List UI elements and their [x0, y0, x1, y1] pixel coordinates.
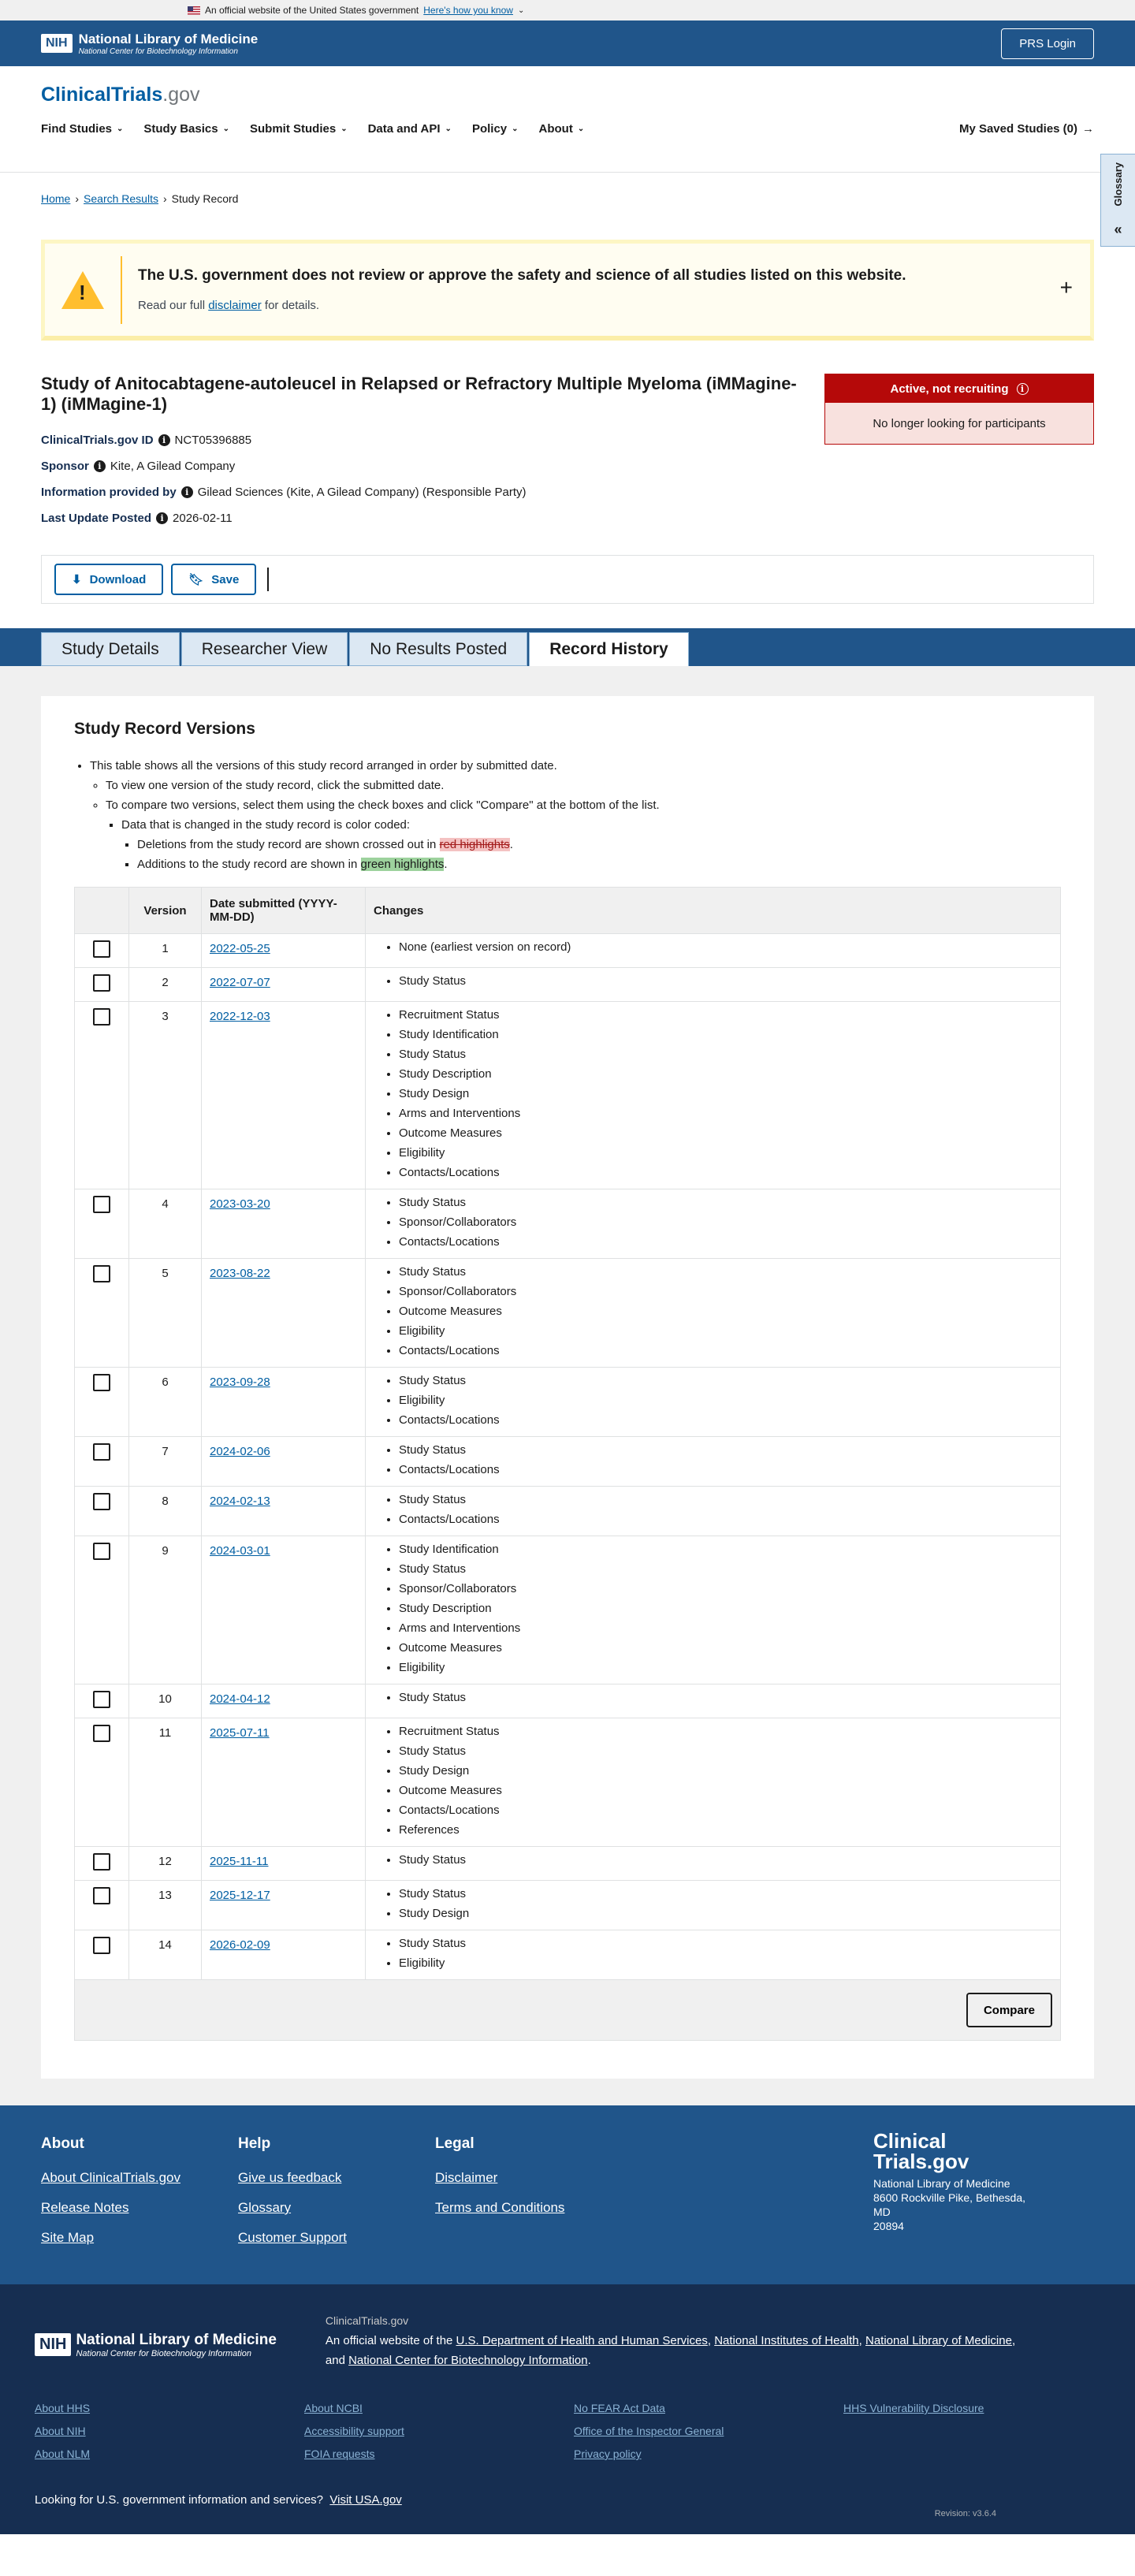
- version-number: 13: [129, 1881, 202, 1930]
- nlm-footer-link[interactable]: Privacy policy: [574, 2448, 642, 2460]
- change-item: • Study Status: [399, 1934, 1052, 1953]
- footer-link[interactable]: Terms and Conditions: [435, 2200, 565, 2215]
- nlm-logo-name: National Library of Medicine: [76, 2331, 277, 2348]
- tab[interactable]: Study Details: [41, 632, 180, 666]
- change-item: • Recruitment Status: [399, 1722, 1052, 1741]
- info-provided-value: Gilead Sciences (Kite, A Gilead Company) (Responsible Party): [197, 486, 527, 499]
- change-item: • Study Status: [399, 1193, 1052, 1212]
- version-date-link[interactable]: 2024-03-01: [210, 1544, 270, 1558]
- version-checkbox[interactable]: [93, 1265, 110, 1282]
- nav-item[interactable]: Study Basics ⌄: [143, 122, 229, 136]
- disclaimer-alert: [41, 240, 1094, 341]
- version-number: 1: [129, 934, 202, 968]
- version-checkbox[interactable]: [93, 1691, 110, 1708]
- version-number: 2: [129, 968, 202, 1002]
- study-header: [0, 341, 1135, 525]
- table-row: [75, 1259, 1061, 1368]
- chevron-down-icon: ⌄: [117, 125, 124, 133]
- table-row: [75, 1847, 1061, 1881]
- hhs-link[interactable]: U.S. Department of Health and Human Services: [456, 2334, 708, 2347]
- expand-plus-icon[interactable]: +: [1059, 275, 1073, 300]
- site-footer: [0, 2105, 1135, 2284]
- version-number: 6: [129, 1368, 202, 1437]
- change-item: • Study Status: [399, 1741, 1052, 1761]
- breadcrumb: [0, 173, 1135, 205]
- change-item: • Study Description: [399, 1064, 1052, 1084]
- version-date-link[interactable]: 2025-12-17: [210, 1889, 270, 1902]
- change-item: • Study Design: [399, 1904, 1052, 1923]
- revision: Revision: v3.6.4: [934, 2509, 996, 2518]
- table-row: [75, 934, 1061, 968]
- main-nav: [41, 122, 1094, 136]
- status-badge: [824, 374, 1094, 445]
- intro-line: ▪ Data that is changed in the study record is color coded:: [121, 815, 1061, 835]
- version-checkbox[interactable]: [93, 1443, 110, 1461]
- chevron-down-icon: ⌄: [512, 125, 519, 133]
- tab[interactable]: Record History: [529, 632, 689, 666]
- tab[interactable]: Researcher View: [181, 632, 348, 666]
- footer-logo-2: Trials.gov: [873, 2150, 969, 2173]
- sponsor-label: Sponsor: [41, 460, 89, 473]
- change-item: • Contacts/Locations: [399, 1509, 1052, 1529]
- double-chevron-left-icon: «: [1114, 221, 1122, 237]
- saved-studies-link[interactable]: My Saved Studies (0) →: [958, 122, 1094, 136]
- table-row: [75, 968, 1061, 1002]
- change-item: • Study Status: [399, 1044, 1052, 1064]
- version-checkbox[interactable]: [93, 1937, 110, 1954]
- nlm-footer-link[interactable]: About NCBI: [304, 2402, 363, 2414]
- usa-gov-link[interactable]: Visit USA.gov: [329, 2493, 402, 2507]
- gov-banner-link[interactable]: Here's how you know: [423, 5, 513, 16]
- nav-item[interactable]: Policy ⌄: [471, 122, 519, 136]
- table-row: [75, 1189, 1061, 1259]
- tab[interactable]: No Results Posted: [349, 632, 527, 666]
- gov-banner-text: An official website of the United States government: [205, 5, 419, 16]
- version-number: 4: [129, 1189, 202, 1259]
- info-icon[interactable]: i: [94, 460, 106, 472]
- change-item: • Study Description: [399, 1599, 1052, 1618]
- version-date-link[interactable]: 2025-11-11: [210, 1855, 269, 1868]
- change-item: • Study Status: [399, 1850, 1052, 1870]
- change-item: • Eligibility: [399, 1321, 1052, 1341]
- prs-login-button[interactable]: PRS Login: [1001, 28, 1094, 59]
- info-icon[interactable]: i: [156, 512, 168, 524]
- nlm-footer: [0, 2284, 1135, 2534]
- nav-item[interactable]: Submit Studies ⌄: [250, 122, 348, 136]
- version-checkbox[interactable]: [93, 1008, 110, 1026]
- footer-link[interactable]: Release Notes: [41, 2200, 129, 2215]
- version-date-link[interactable]: 2022-12-03: [210, 1010, 270, 1023]
- version-date-link[interactable]: 2024-02-06: [210, 1445, 270, 1458]
- change-item: • Study Status: [399, 1688, 1052, 1707]
- toolbar-divider: [267, 568, 269, 591]
- version-date-link[interactable]: 2022-07-07: [210, 976, 270, 989]
- col-version: Version: [129, 888, 202, 934]
- breadcrumb-home[interactable]: Home: [41, 192, 71, 205]
- disclaimer-link[interactable]: disclaimer: [208, 299, 262, 312]
- nlm-footer-link[interactable]: About NLM: [35, 2448, 91, 2460]
- site-logo[interactable]: ClinicalTrials.gov: [41, 84, 200, 106]
- nlm-footer-link[interactable]: HHS Vulnerability Disclosure: [843, 2402, 984, 2414]
- intro-line: ◦ To view one version of the study record, click the submitted date.: [106, 776, 1061, 795]
- table-row: [75, 1930, 1061, 1980]
- table-row: [75, 1684, 1061, 1718]
- col-select: [75, 888, 129, 934]
- footer-logo-1: Clinical: [873, 2129, 947, 2153]
- glossary-label: Glossary: [1112, 162, 1124, 207]
- change-item: • Contacts/Locations: [399, 1410, 1052, 1430]
- save-button[interactable]: 🔖︎ Save: [171, 564, 256, 595]
- footer-address: [873, 2131, 1039, 2233]
- usa-gov-line: Looking for U.S. government information and services? Visit USA.gov: [35, 2493, 402, 2507]
- change-item: • Study Design: [399, 1084, 1052, 1104]
- intro-deletions: ▪ Deletions from the study record are shown crossed out in red highlights.: [137, 835, 1061, 854]
- change-item: • Eligibility: [399, 1658, 1052, 1677]
- footer-legal: Legal Disclaimer Terms and Conditions: [435, 2135, 632, 2284]
- version-checkbox[interactable]: [93, 1196, 110, 1213]
- version-checkbox[interactable]: [93, 1725, 110, 1742]
- table-row: [75, 1437, 1061, 1487]
- alert-text: Read our full disclaimer for details.: [138, 299, 320, 312]
- bookmark-icon: 🔖︎: [188, 573, 204, 586]
- id-label: ClinicalTrials.gov ID: [41, 434, 154, 447]
- change-item: • Eligibility: [399, 1143, 1052, 1163]
- change-item: • Study Identification: [399, 1539, 1052, 1559]
- nlm-logo-sub: National Center for Biotechnology Information: [76, 2348, 252, 2358]
- table-row: [75, 1718, 1061, 1847]
- col-date: Date submitted (YYYY-MM-DD): [202, 888, 366, 934]
- versions-card: [41, 696, 1094, 2079]
- chevron-down-icon: ⌄: [222, 125, 229, 133]
- version-number: 3: [129, 1002, 202, 1189]
- chevron-down-icon: ⌄: [577, 125, 585, 133]
- version-date-link[interactable]: 2024-02-13: [210, 1495, 270, 1508]
- change-item: • Contacts/Locations: [399, 1232, 1052, 1252]
- change-item: • Sponsor/Collaborators: [399, 1212, 1052, 1232]
- change-item: • Contacts/Locations: [399, 1341, 1052, 1361]
- change-item: • Outcome Measures: [399, 1301, 1052, 1321]
- versions-heading: Study Record Versions: [74, 720, 255, 738]
- version-date-link[interactable]: 2024-04-12: [210, 1692, 270, 1706]
- nlm-footer-link[interactable]: Office of the Inspector General: [574, 2425, 724, 2437]
- change-item: • Outcome Measures: [399, 1123, 1052, 1143]
- version-date-link[interactable]: 2022-05-25: [210, 942, 270, 955]
- change-item: • Outcome Measures: [399, 1638, 1052, 1658]
- version-checkbox[interactable]: [93, 940, 110, 958]
- study-id: NCT05396885: [174, 434, 252, 447]
- arrow-right-icon: →: [1082, 122, 1094, 136]
- ncbi-link[interactable]: National Center for Biotechnology Information: [348, 2354, 588, 2367]
- version-checkbox[interactable]: [93, 1493, 110, 1510]
- chevron-down-icon: ⌄: [340, 125, 348, 133]
- info-icon[interactable]: i: [158, 434, 170, 446]
- nlm-link[interactable]: National Library of Medicine: [865, 2334, 1012, 2347]
- footer-about: About About ClinicalTrials.gov Release Notes Site Map: [41, 2135, 238, 2284]
- address-line: 20894: [873, 2220, 904, 2232]
- chevron-right-icon: ›: [75, 192, 80, 205]
- download-button[interactable]: ⬇ Download: [54, 564, 163, 595]
- version-date-link[interactable]: 2023-03-20: [210, 1197, 270, 1211]
- table-row: [75, 1002, 1061, 1189]
- nlm-footer-link[interactable]: Accessibility support: [304, 2425, 404, 2437]
- official-statement: An official website of the U.S. Department of Health and Human Services, National Institutes of Health, National Library of Medicine, and National Center for Biotechnology Information.: [325, 2334, 1016, 2367]
- change-item: • Study Status: [399, 1884, 1052, 1904]
- change-item: • Study Design: [399, 1761, 1052, 1781]
- change-item: • Eligibility: [399, 1953, 1052, 1973]
- change-item: • None (earliest version on record): [399, 937, 1052, 957]
- breadcrumb-search[interactable]: Search Results: [84, 192, 158, 205]
- change-item: • Sponsor/Collaborators: [399, 1579, 1052, 1599]
- download-icon: ⬇: [72, 573, 82, 586]
- status-subtext: No longer looking for participants: [825, 403, 1093, 444]
- table-row: [75, 1368, 1061, 1437]
- version-number: 9: [129, 1536, 202, 1684]
- last-update-value: 2026-02-11: [173, 512, 233, 525]
- change-item: • Arms and Interventions: [399, 1104, 1052, 1123]
- change-item: • Study Identification: [399, 1025, 1052, 1044]
- footer-help: Help Give us feedback Glossary Customer Support: [238, 2135, 435, 2284]
- last-update-label: Last Update Posted: [41, 512, 152, 525]
- change-item: • Arms and Interventions: [399, 1618, 1052, 1638]
- info-icon[interactable]: i: [181, 486, 193, 498]
- version-checkbox[interactable]: [93, 1853, 110, 1871]
- breadcrumb-current: Study Record: [171, 192, 239, 205]
- change-item: • Study Status: [399, 1490, 1052, 1509]
- version-date-link[interactable]: 2026-02-09: [210, 1938, 270, 1952]
- alert-title: The U.S. government does not review or approve the safety and science of all studies listed on this website.: [138, 267, 906, 284]
- main-content: [0, 666, 1135, 2105]
- table-row: [75, 1536, 1061, 1684]
- study-title: Study of Anitocabtagene-autoleucel in Relapsed or Refractory Multiple Myeloma (iMMagine-1) (iMMagine-1): [41, 374, 797, 414]
- nih-logo-box: NIH: [41, 34, 73, 53]
- footer-link[interactable]: Disclaimer: [435, 2170, 498, 2185]
- change-item: • Sponsor/Collaborators: [399, 1282, 1052, 1301]
- red-highlight-sample: red highlights: [439, 838, 510, 851]
- glossary-tab[interactable]: [1100, 154, 1135, 247]
- version-number: 5: [129, 1259, 202, 1368]
- info-icon[interactable]: i: [1017, 383, 1029, 395]
- versions-table: [74, 887, 1061, 2041]
- change-item: • Eligibility: [399, 1390, 1052, 1410]
- footer-link[interactable]: Customer Support: [238, 2230, 347, 2245]
- intro-line: • This table shows all the versions of this study record arranged in order by submitted date.: [90, 756, 1061, 776]
- chevron-down-icon: ⌄: [517, 6, 525, 15]
- version-checkbox[interactable]: [93, 1374, 110, 1391]
- nih-link[interactable]: National Institutes of Health: [714, 2334, 859, 2347]
- nih-logo[interactable]: [41, 32, 258, 56]
- change-item: • Study Status: [399, 1559, 1052, 1579]
- footer-link[interactable]: Glossary: [238, 2200, 292, 2215]
- change-item: • Contacts/Locations: [399, 1800, 1052, 1820]
- version-checkbox[interactable]: [93, 974, 110, 992]
- footer-link[interactable]: Site Map: [41, 2230, 95, 2245]
- footer-link[interactable]: About ClinicalTrials.gov: [41, 2170, 180, 2185]
- version-number: 12: [129, 1847, 202, 1881]
- version-number: 14: [129, 1930, 202, 1980]
- nav-item[interactable]: About ⌄: [538, 122, 585, 136]
- versions-intro: [74, 756, 1061, 874]
- table-row: [75, 1487, 1061, 1536]
- change-item: • References: [399, 1820, 1052, 1840]
- version-number: 10: [129, 1684, 202, 1718]
- nav-item[interactable]: Find Studies ⌄: [41, 122, 124, 136]
- study-toolbar: [41, 555, 1094, 604]
- chevron-down-icon: ⌄: [445, 125, 452, 133]
- info-provided-label: Information provided by: [41, 486, 177, 499]
- change-item: • Study Status: [399, 1440, 1052, 1460]
- sponsor-value: Kite, A Gilead Company: [110, 460, 236, 473]
- version-checkbox[interactable]: [93, 1887, 110, 1904]
- nlm-links: [35, 2402, 1100, 2460]
- change-item: • Outcome Measures: [399, 1781, 1052, 1800]
- site-header: [0, 66, 1135, 173]
- nav-item[interactable]: Data and API ⌄: [367, 122, 452, 136]
- footer-link[interactable]: Give us feedback: [238, 2170, 342, 2185]
- address-line: 8600 Rockville Pike, Bethesda, MD: [873, 2191, 1025, 2218]
- address-line: National Library of Medicine: [873, 2177, 1010, 2190]
- us-flag-icon: [188, 6, 200, 15]
- nih-logo-name: National Library of Medicine: [78, 31, 259, 47]
- green-highlight-sample: green highlights: [360, 858, 445, 871]
- version-date-link[interactable]: 2023-08-22: [210, 1267, 270, 1280]
- nlm-footer-link[interactable]: FOIA requests: [304, 2448, 375, 2460]
- table-row: [75, 1881, 1061, 1930]
- version-date-link[interactable]: 2023-09-28: [210, 1375, 270, 1389]
- warning-icon: !: [61, 271, 104, 309]
- version-number: 11: [129, 1718, 202, 1847]
- nlm-footer-link[interactable]: About HHS: [35, 2402, 91, 2414]
- version-number: 7: [129, 1437, 202, 1487]
- nlm-footer-link[interactable]: No FEAR Act Data: [574, 2402, 665, 2414]
- ct-label: ClinicalTrials.gov: [325, 2314, 409, 2327]
- col-changes: Changes: [366, 888, 1061, 934]
- version-checkbox[interactable]: [93, 1543, 110, 1560]
- nlm-logo[interactable]: [35, 2319, 277, 2370]
- change-item: • Contacts/Locations: [399, 1460, 1052, 1480]
- gov-banner: [0, 0, 1135, 20]
- study-tabs: [0, 628, 1135, 666]
- nih-logo-sub: National Center for Biotechnology Information: [78, 47, 238, 56]
- intro-additions: ▪ Additions to the study record are shown in green highlights.: [137, 854, 1061, 874]
- status-text: Active, not recruiting: [890, 382, 1009, 396]
- change-item: • Study Status: [399, 1262, 1052, 1282]
- version-number: 8: [129, 1487, 202, 1536]
- intro-line: ◦ To compare two versions, select them using the check boxes and click "Compare" at the bottom of the list.: [106, 795, 1061, 815]
- version-date-link[interactable]: 2025-07-11: [210, 1726, 270, 1740]
- nih-logo-box: NIH: [35, 2333, 71, 2356]
- change-item: • Contacts/Locations: [399, 1163, 1052, 1182]
- nih-header: [0, 20, 1135, 66]
- change-item: • Study Status: [399, 1371, 1052, 1390]
- change-item: • Study Status: [399, 971, 1052, 991]
- nlm-footer-link[interactable]: About NIH: [35, 2425, 86, 2437]
- compare-button[interactable]: Compare: [966, 1993, 1052, 2027]
- chevron-right-icon: ›: [162, 192, 167, 205]
- change-item: • Recruitment Status: [399, 1005, 1052, 1025]
